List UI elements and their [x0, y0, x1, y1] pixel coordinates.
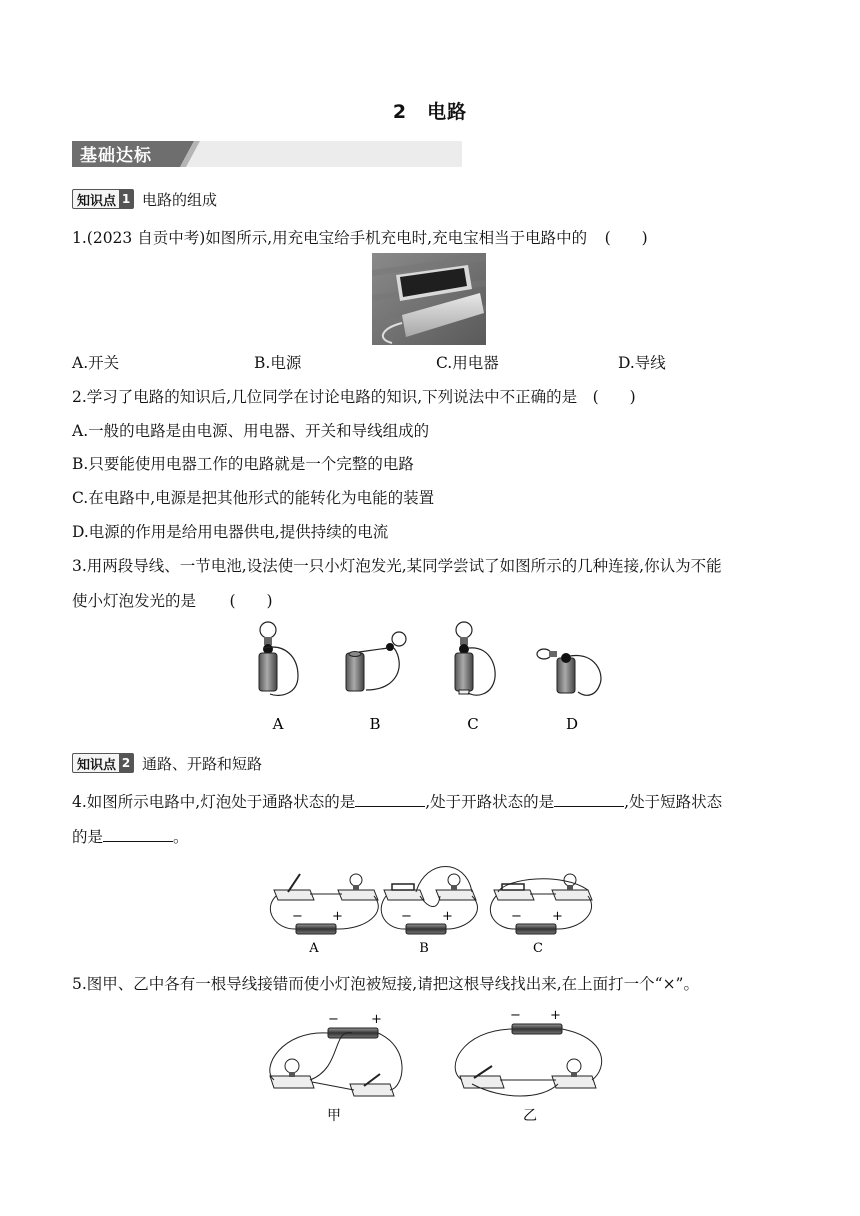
svg-text:−: −	[511, 909, 522, 924]
label-d: D	[565, 715, 579, 733]
svg-text:−: −	[401, 909, 412, 924]
circuit-yi	[455, 1008, 601, 1124]
circuit-jia	[270, 1012, 402, 1124]
svg-text:+: +	[550, 1008, 561, 1023]
circuit-label-a: A	[309, 941, 319, 956]
label-b: B	[369, 715, 381, 733]
q2-option-c[interactable]: C.在电路中,电源是把其他形式的能转化为电能的装置	[72, 489, 435, 507]
knowledge-point-badge: 知识点 2	[72, 753, 134, 773]
svg-text:−: −	[292, 909, 303, 924]
power-bank-phone-photo	[372, 253, 486, 345]
label-a: A	[272, 715, 284, 733]
question-1-stem: 1.(2023 自贡中考)如图所示,用充电宝给手机充电时,充电宝相当于电路中的 ( )	[72, 229, 648, 247]
q1-option-a[interactable]: A.开关	[72, 354, 120, 372]
svg-text:−: −	[328, 1012, 339, 1027]
circuit-b	[381, 867, 477, 957]
question-4-stem-line2: 的是 。	[72, 828, 189, 846]
question-3-stem-line1: 3.用两段导线、一节电池,设法使一只小灯泡发光,某同学尝试了如图所示的几种连接,你认为不能	[72, 557, 722, 575]
svg-text:−: −	[510, 1008, 521, 1023]
q2-option-a[interactable]: A.一般的电路是由电源、用电器、开关和导线组成的	[72, 422, 430, 440]
label-c: C	[467, 715, 479, 733]
answer-blank-short[interactable]	[103, 827, 173, 842]
knowledge-point-1	[72, 188, 217, 210]
label-yi: 乙	[523, 1108, 537, 1124]
connection-c	[455, 622, 495, 695]
q1-option-d[interactable]: D.导线	[618, 354, 666, 372]
connection-a	[259, 622, 298, 695]
circuit-a	[270, 874, 378, 956]
svg-text:+: +	[371, 1012, 382, 1027]
question-3-stem-line2: 使小灯泡发光的是 ( )	[72, 592, 273, 610]
question-4-stem: 4.如图所示电路中,灯泡处于通路状态的是 ,处于开路状态的是 ,处于短路状态	[72, 793, 723, 811]
circuit-label-b: B	[419, 941, 429, 956]
q2-option-d[interactable]: D.电源的作用是给用电器供电,提供持续的电流	[72, 523, 389, 541]
svg-text:+: +	[442, 909, 453, 924]
knowledge-point-title: 通路、开路和短路	[142, 754, 263, 773]
svg-text:+: +	[552, 909, 563, 924]
q1-option-b[interactable]: B.电源	[254, 354, 302, 372]
circuit-c	[490, 874, 592, 956]
knowledge-point-badge: 知识点 1	[72, 189, 134, 209]
battery-bulb-connections-figure	[240, 618, 620, 736]
section-banner-label: 基础达标	[80, 146, 152, 166]
page-title: 2 电路	[392, 101, 468, 123]
question-5-stem: 5.图甲、乙中各有一根导线接错而使小灯泡被短接,请把这根导线找出来,在上面打一个“×”。	[72, 975, 699, 993]
label-jia: 甲	[327, 1108, 341, 1124]
connection-b	[346, 632, 406, 691]
question-2-stem: 2.学习了电路的知识后,几位同学在讨论电路的知识,下列说法中不正确的是 ( )	[72, 388, 636, 406]
q2-option-b[interactable]: B.只要能使用电器工作的电路就是一个完整的电路	[72, 455, 414, 473]
knowledge-point-title: 电路的组成	[142, 190, 218, 209]
svg-text:+: +	[332, 909, 343, 924]
circuit-label-c: C	[533, 941, 543, 956]
short-circuit-figure	[262, 1008, 608, 1126]
answer-blank-open[interactable]	[554, 792, 624, 807]
connection-d	[537, 649, 601, 695]
answer-blank-closed[interactable]	[355, 792, 425, 807]
q1-option-c[interactable]: C.用电器	[436, 354, 499, 372]
three-circuits-figure	[266, 860, 600, 956]
knowledge-point-2	[72, 752, 262, 774]
